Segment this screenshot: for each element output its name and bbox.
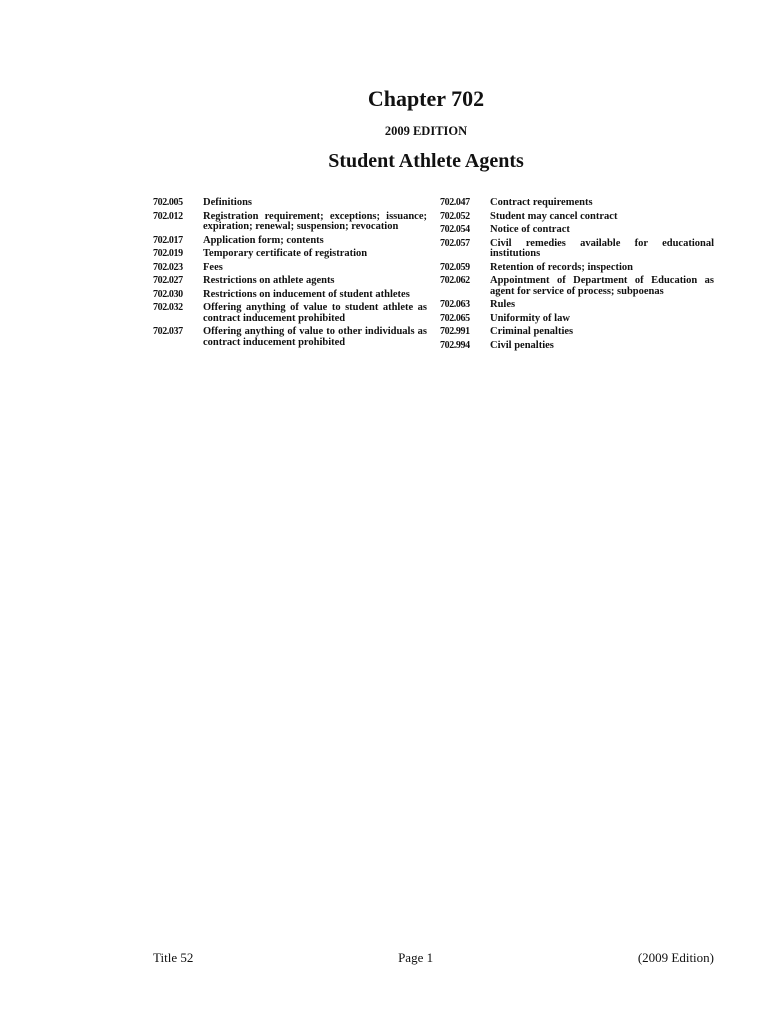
section-number: 702.027 — [153, 275, 183, 286]
section-title: Student may cancel contract — [490, 210, 618, 222]
toc-entry — [440, 225, 714, 236]
section-title: Contract requirements — [490, 197, 593, 208]
page-footer — [153, 950, 714, 966]
section-title: Registration requirement; exceptions; issuance; expiration; renewal; suspension; revocation — [203, 210, 427, 232]
toc-entry — [440, 300, 714, 311]
section-number: 702.057 — [440, 237, 470, 249]
toc-entry — [153, 303, 427, 324]
toc-entry — [440, 276, 714, 297]
section-number: 702.994 — [440, 339, 470, 351]
footer-title: Title 52 — [153, 950, 194, 965]
chapter-subject: Student Athlete Agents — [328, 150, 524, 172]
edition-label: 2009 EDITION — [384, 124, 468, 138]
section-number: 702.019 — [153, 248, 183, 259]
toc-right-column — [440, 198, 714, 354]
section-number: 702.062 — [440, 275, 470, 286]
toc-entry — [440, 314, 714, 325]
section-number: 702.032 — [153, 302, 183, 313]
section-number: 702.047 — [440, 197, 470, 208]
toc-entry — [440, 341, 714, 352]
toc-entry — [153, 198, 427, 209]
toc-entry — [153, 212, 427, 233]
toc-entry — [440, 263, 714, 274]
section-title: Application form; contents — [203, 234, 324, 246]
section-number: 702.065 — [440, 312, 470, 324]
toc-entry — [153, 263, 427, 274]
chapter-title: Chapter 702 — [367, 86, 485, 111]
section-title: Uniformity of law — [490, 312, 570, 324]
toc-entry — [440, 327, 714, 338]
section-title: Definitions — [203, 197, 253, 208]
toc-left-column — [153, 198, 427, 351]
section-number: 702.054 — [440, 224, 470, 235]
section-title: Offering anything of value to student athlete as contract inducement prohibited — [203, 302, 427, 324]
section-title: Notice of contract — [490, 224, 570, 235]
section-title: Appointment of Department of Education as agent for service of process; subpoenas — [490, 275, 714, 297]
section-title: Retention of records; inspection — [490, 261, 633, 273]
toc-entry — [153, 236, 427, 247]
toc-entry — [440, 239, 714, 260]
page-number: Page 1 — [398, 950, 434, 965]
section-number: 702.023 — [153, 261, 183, 273]
section-number: 702.030 — [153, 288, 183, 300]
toc-entry — [440, 212, 714, 223]
toc-entry — [153, 276, 427, 287]
section-number: 702.991 — [440, 326, 470, 337]
section-title: Restrictions on inducement of student athletes — [203, 288, 410, 300]
section-number: 702.052 — [440, 210, 470, 222]
footer-edition: (2009 Edition) — [637, 950, 714, 965]
section-title: Civil remedies available for educational institutions — [490, 237, 714, 259]
section-title: Offering anything of value to other individuals as contract inducement prohibited — [203, 326, 427, 348]
section-title: Restrictions on athlete agents — [203, 275, 335, 286]
toc-entry — [153, 249, 427, 260]
section-title: Criminal penalties — [490, 326, 574, 337]
toc-entry — [440, 198, 714, 209]
section-number: 702.012 — [153, 210, 183, 222]
section-number: 702.063 — [440, 299, 470, 310]
section-number: 702.005 — [153, 197, 183, 208]
section-title: Civil penalties — [490, 339, 554, 351]
section-number: 702.017 — [153, 234, 183, 246]
section-number: 702.037 — [153, 326, 183, 337]
toc-entry — [153, 327, 427, 348]
toc-entry — [153, 290, 427, 301]
section-number: 702.059 — [440, 261, 470, 273]
section-title: Fees — [203, 261, 223, 273]
section-title: Rules — [490, 299, 516, 310]
section-title: Temporary certificate of registration — [203, 248, 368, 259]
